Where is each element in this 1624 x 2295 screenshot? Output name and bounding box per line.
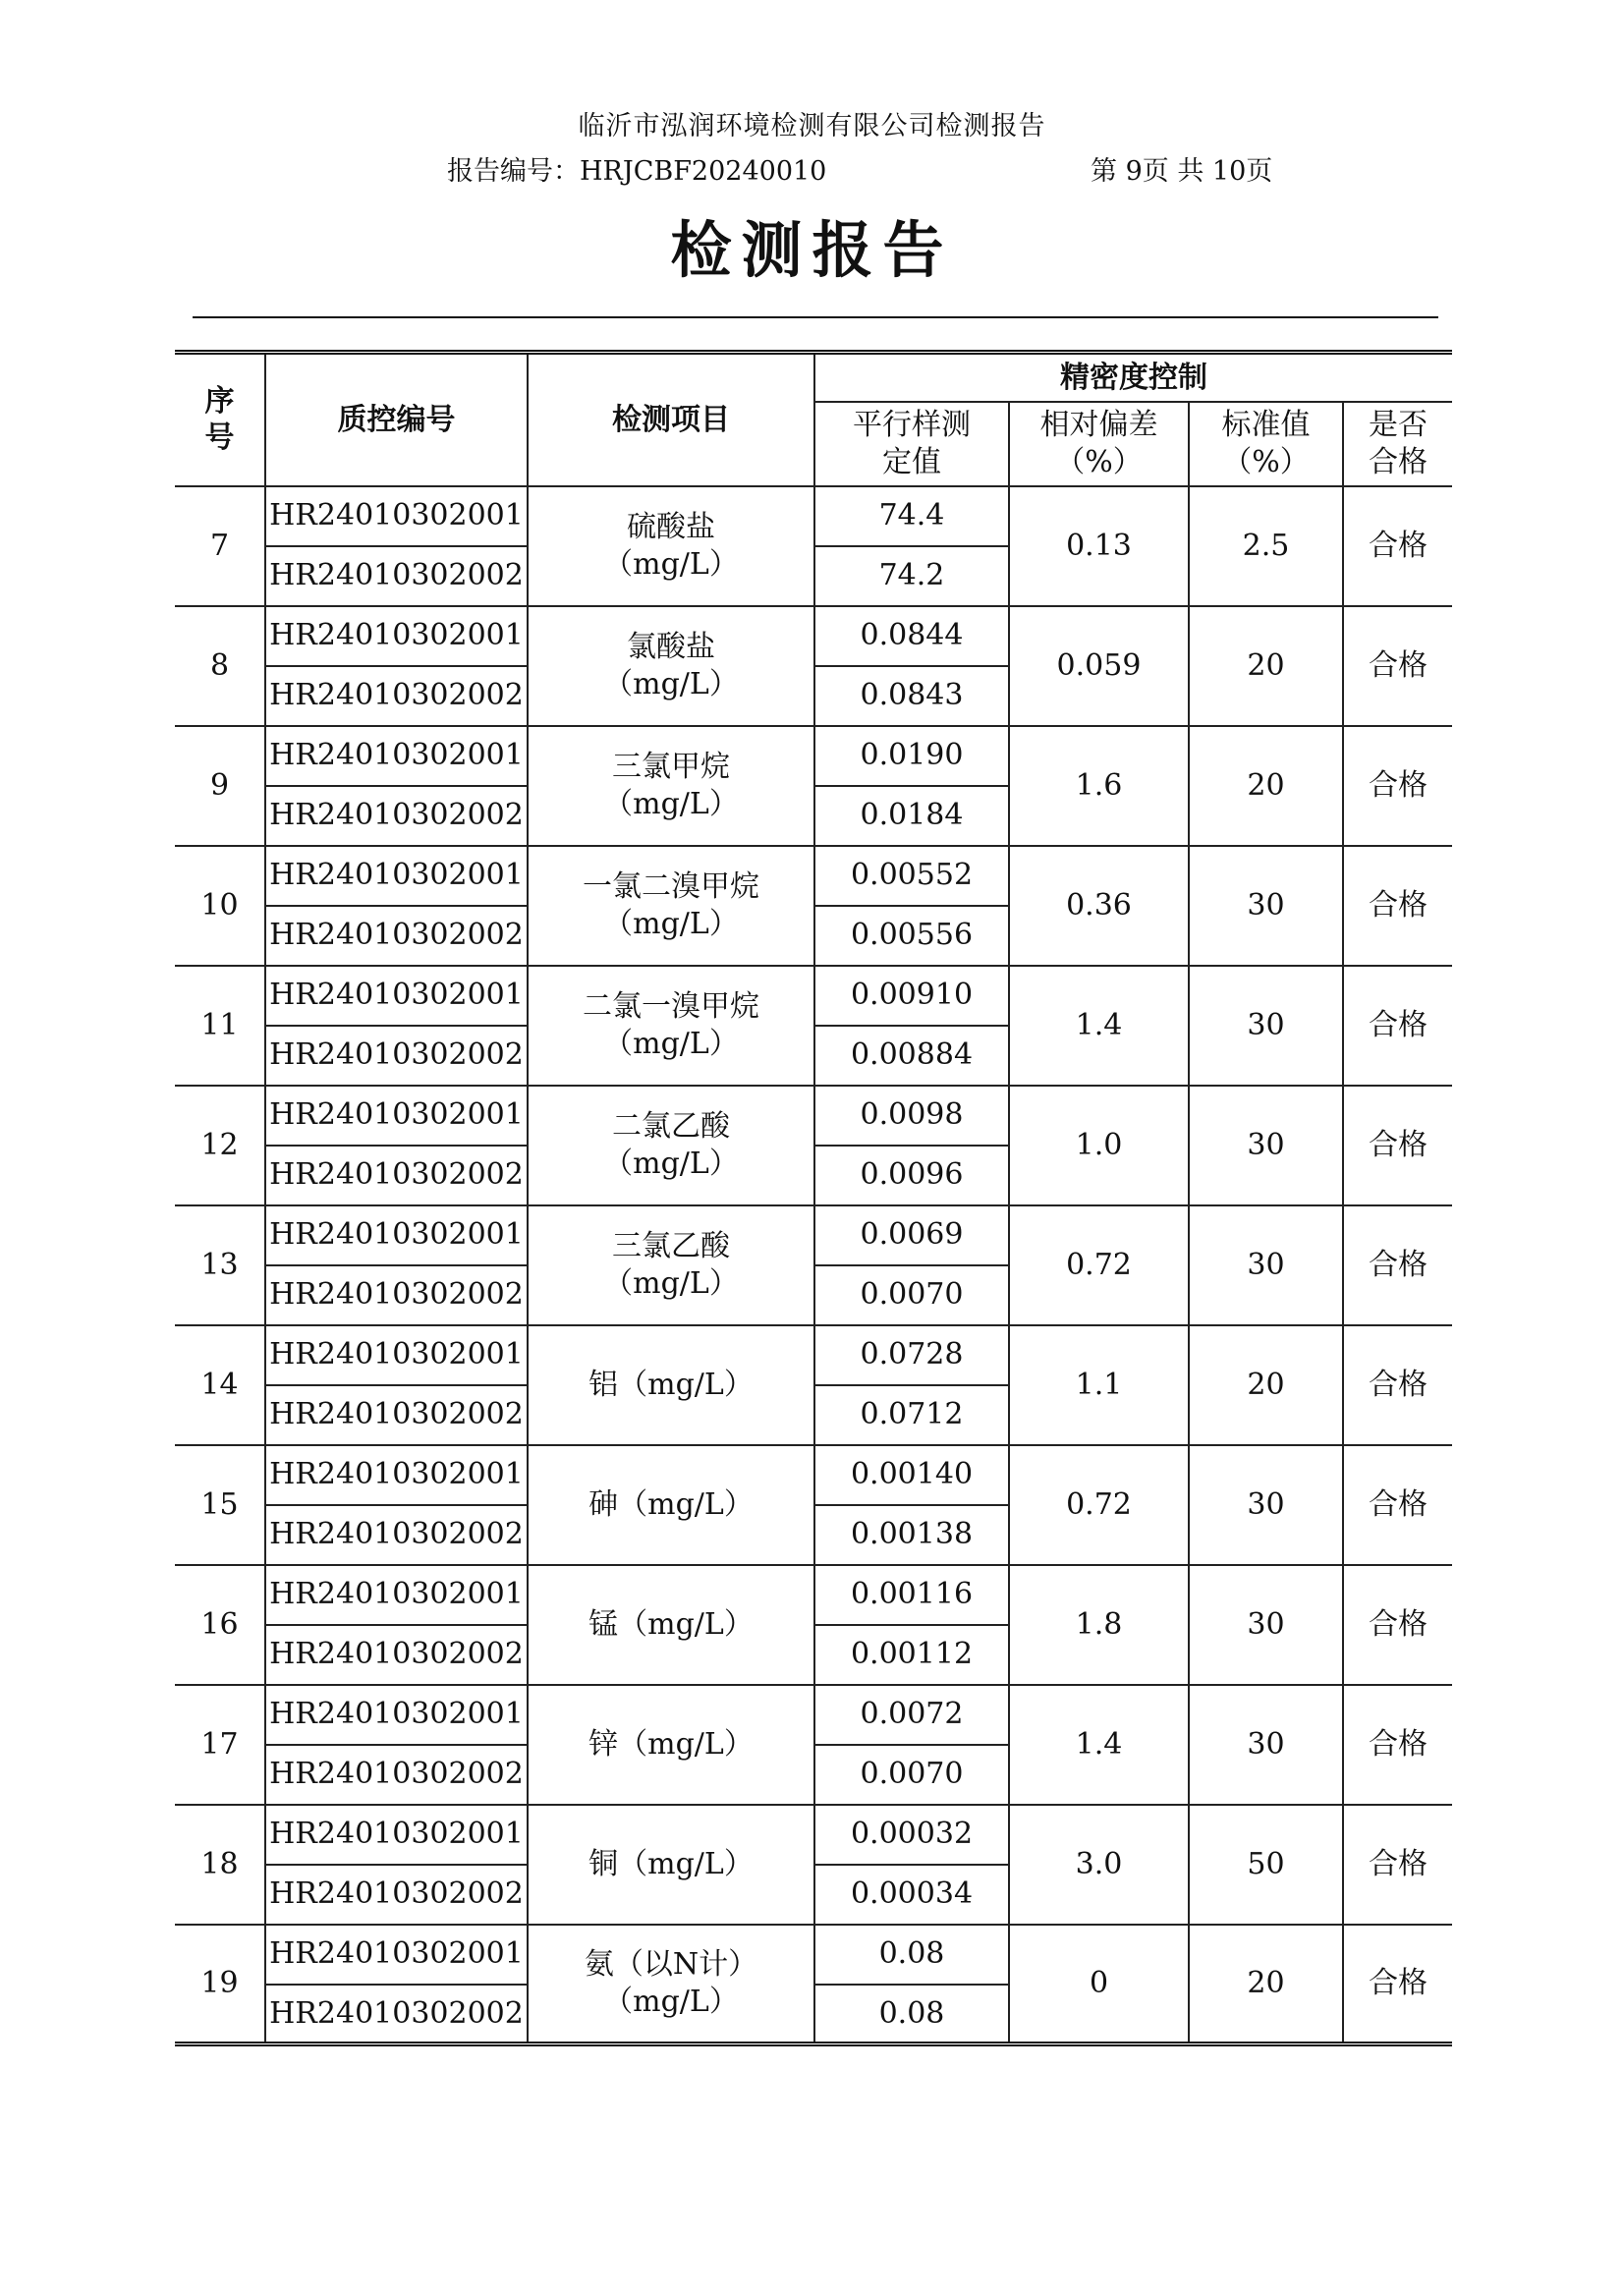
relative-deviation-cell: 3.0 (1009, 1805, 1189, 1925)
pass-cell: 合格 (1343, 1205, 1452, 1325)
header-qc-id: 质控编号 (265, 353, 528, 486)
pass-cell: 合格 (1343, 1565, 1452, 1685)
relative-deviation-cell: 0 (1009, 1925, 1189, 2044)
pass-cell: 合格 (1343, 726, 1452, 846)
pass-cell: 合格 (1343, 606, 1452, 726)
pass-cell: 合格 (1343, 966, 1452, 1086)
table-row (175, 1925, 1452, 1985)
qc-id-cell: HR24010302002 (265, 1505, 528, 1565)
qc-id-cell: HR24010302002 (265, 1026, 528, 1086)
relative-deviation-cell: 1.1 (1009, 1325, 1189, 1445)
parallel-value-cell: 74.4 (814, 486, 1009, 546)
parallel-value-cell: 0.0843 (814, 666, 1009, 726)
test-item-cell: 砷（mg/L） (528, 1445, 814, 1565)
seq-cell: 15 (175, 1445, 265, 1565)
parallel-value-cell: 0.00032 (814, 1805, 1009, 1865)
pass-cell: 合格 (1343, 1805, 1452, 1925)
standard-value-cell: 30 (1189, 966, 1343, 1086)
qc-id-cell: HR24010302002 (265, 1385, 528, 1445)
table-row (175, 1685, 1452, 1745)
qc-id-cell: HR24010302001 (265, 606, 528, 666)
table-row (175, 1805, 1452, 1865)
qc-id-cell: HR24010302002 (265, 1146, 528, 1205)
parallel-value-cell: 0.08 (814, 1925, 1009, 1985)
table-row (175, 1325, 1452, 1385)
test-item-cell: 锌（mg/L） (528, 1685, 814, 1805)
parallel-value-cell: 0.00910 (814, 966, 1009, 1026)
relative-deviation-cell: 1.8 (1009, 1565, 1189, 1685)
seq-cell: 11 (175, 966, 265, 1086)
relative-deviation-cell: 0.13 (1009, 486, 1189, 606)
pass-cell: 合格 (1343, 1086, 1452, 1205)
parallel-value-cell: 0.00140 (814, 1445, 1009, 1505)
table-row (175, 1565, 1452, 1625)
test-item-cell: 二氯乙酸（mg/L） (528, 1086, 814, 1205)
relative-deviation-cell: 1.0 (1009, 1086, 1189, 1205)
parallel-value-cell: 0.00112 (814, 1625, 1009, 1685)
qc-id-cell: HR24010302001 (265, 1325, 528, 1385)
header-test-item: 检测项目 (528, 353, 814, 486)
parallel-value-cell: 0.0190 (814, 726, 1009, 786)
table-row (175, 966, 1452, 1026)
header-standard-value: 标准值（%） (1189, 402, 1343, 486)
pass-cell: 合格 (1343, 486, 1452, 606)
report-number: 报告编号：HRJCBF20240010 (447, 156, 827, 187)
page-title: 检测报告 (670, 214, 954, 286)
parallel-value-cell: 0.0844 (814, 606, 1009, 666)
relative-deviation-cell: 0.36 (1009, 846, 1189, 966)
parallel-value-cell: 0.00552 (814, 846, 1009, 906)
qc-id-cell: HR24010302002 (265, 1985, 528, 2044)
pass-cell: 合格 (1343, 1925, 1452, 2044)
parallel-value-cell: 0.00034 (814, 1865, 1009, 1925)
table-row (175, 1086, 1452, 1146)
qc-id-cell: HR24010302001 (265, 966, 528, 1026)
table-row (175, 486, 1452, 546)
parallel-value-cell: 0.0070 (814, 1265, 1009, 1325)
pass-cell: 合格 (1343, 1325, 1452, 1445)
qc-id-cell: HR24010302002 (265, 1745, 528, 1805)
seq-cell: 9 (175, 726, 265, 846)
qc-id-cell: HR24010302002 (265, 1625, 528, 1685)
parallel-value-cell: 0.00884 (814, 1026, 1009, 1086)
qc-id-cell: HR24010302001 (265, 1565, 528, 1625)
table-row (175, 1445, 1452, 1505)
standard-value-cell: 50 (1189, 1805, 1343, 1925)
standard-value-cell: 20 (1189, 726, 1343, 846)
qc-id-cell: HR24010302001 (265, 1205, 528, 1265)
table-row (175, 846, 1452, 906)
header-relative-deviation: 相对偏差（%） (1009, 402, 1189, 486)
seq-cell: 12 (175, 1086, 265, 1205)
parallel-value-cell: 0.00138 (814, 1505, 1009, 1565)
standard-value-cell: 20 (1189, 1925, 1343, 2044)
qc-id-cell: HR24010302002 (265, 1865, 528, 1925)
header-precision-control: 精密度控制 (814, 353, 1452, 402)
relative-deviation-cell: 1.4 (1009, 966, 1189, 1086)
test-item-cell: 氯酸盐（mg/L） (528, 606, 814, 726)
qc-id-cell: HR24010302001 (265, 1685, 528, 1745)
standard-value-cell: 30 (1189, 1086, 1343, 1205)
test-item-cell: 硫酸盐（mg/L） (528, 486, 814, 606)
standard-value-cell: 30 (1189, 846, 1343, 966)
parallel-value-cell: 0.0098 (814, 1086, 1009, 1146)
parallel-value-cell: 0.0072 (814, 1685, 1009, 1745)
qc-id-cell: HR24010302001 (265, 486, 528, 546)
parallel-value-cell: 0.0712 (814, 1385, 1009, 1445)
test-item-cell: 氨（以N计）（mg/L） (528, 1925, 814, 2044)
parallel-value-cell: 0.0096 (814, 1146, 1009, 1205)
qc-id-cell: HR24010302001 (265, 1805, 528, 1865)
standard-value-cell: 30 (1189, 1445, 1343, 1565)
parallel-value-cell: 0.0070 (814, 1745, 1009, 1805)
parallel-value-cell: 0.0728 (814, 1325, 1009, 1385)
company-report-header: 临沂市泓润环境检测有限公司检测报告 (578, 111, 1046, 141)
table-row (175, 1205, 1452, 1265)
page-indicator: 第 9页 共 10页 (1091, 156, 1273, 187)
seq-cell: 14 (175, 1325, 265, 1445)
qc-id-cell: HR24010302002 (265, 906, 528, 966)
qc-id-cell: HR24010302001 (265, 846, 528, 906)
precision-control-table (175, 350, 1452, 2046)
qc-id-cell: HR24010302002 (265, 786, 528, 846)
header-pass: 是否合格 (1343, 402, 1452, 486)
parallel-value-cell: 0.0184 (814, 786, 1009, 846)
standard-value-cell: 2.5 (1189, 486, 1343, 606)
pass-cell: 合格 (1343, 1445, 1452, 1565)
qc-id-cell: HR24010302002 (265, 666, 528, 726)
qc-id-cell: HR24010302002 (265, 546, 528, 606)
qc-id-cell: HR24010302001 (265, 1925, 528, 1985)
test-item-cell: 铝（mg/L） (528, 1325, 814, 1445)
qc-id-cell: HR24010302001 (265, 1086, 528, 1146)
seq-cell: 19 (175, 1925, 265, 2044)
test-item-cell: 铜（mg/L） (528, 1805, 814, 1925)
pass-cell: 合格 (1343, 1685, 1452, 1805)
parallel-value-cell: 74.2 (814, 546, 1009, 606)
relative-deviation-cell: 1.6 (1009, 726, 1189, 846)
qc-id-cell: HR24010302001 (265, 1445, 528, 1505)
seq-cell: 7 (175, 486, 265, 606)
title-divider (193, 316, 1438, 318)
seq-cell: 18 (175, 1805, 265, 1925)
seq-cell: 13 (175, 1205, 265, 1325)
test-item-cell: 三氯乙酸（mg/L） (528, 1205, 814, 1325)
parallel-value-cell: 0.00116 (814, 1565, 1009, 1625)
test-item-cell: 锰（mg/L） (528, 1565, 814, 1685)
seq-cell: 16 (175, 1565, 265, 1685)
seq-cell: 10 (175, 846, 265, 966)
parallel-value-cell: 0.0069 (814, 1205, 1009, 1265)
seq-cell: 17 (175, 1685, 265, 1805)
test-item-cell: 一氯二溴甲烷（mg/L） (528, 846, 814, 966)
relative-deviation-cell: 1.4 (1009, 1685, 1189, 1805)
header-parallel-value: 平行样测定值 (814, 402, 1009, 486)
test-item-cell: 三氯甲烷（mg/L） (528, 726, 814, 846)
table-row (175, 606, 1452, 666)
test-item-cell: 二氯一溴甲烷（mg/L） (528, 966, 814, 1086)
table-row (175, 726, 1452, 786)
qc-id-cell: HR24010302001 (265, 726, 528, 786)
standard-value-cell: 20 (1189, 1325, 1343, 1445)
standard-value-cell: 30 (1189, 1205, 1343, 1325)
qc-id-cell: HR24010302002 (265, 1265, 528, 1325)
standard-value-cell: 30 (1189, 1685, 1343, 1805)
header-seq: 序号 (175, 353, 265, 486)
standard-value-cell: 20 (1189, 606, 1343, 726)
pass-cell: 合格 (1343, 846, 1452, 966)
standard-value-cell: 30 (1189, 1565, 1343, 1685)
parallel-value-cell: 0.00556 (814, 906, 1009, 966)
seq-cell: 8 (175, 606, 265, 726)
relative-deviation-cell: 0.72 (1009, 1205, 1189, 1325)
relative-deviation-cell: 0.059 (1009, 606, 1189, 726)
parallel-value-cell: 0.08 (814, 1985, 1009, 2044)
relative-deviation-cell: 0.72 (1009, 1445, 1189, 1565)
